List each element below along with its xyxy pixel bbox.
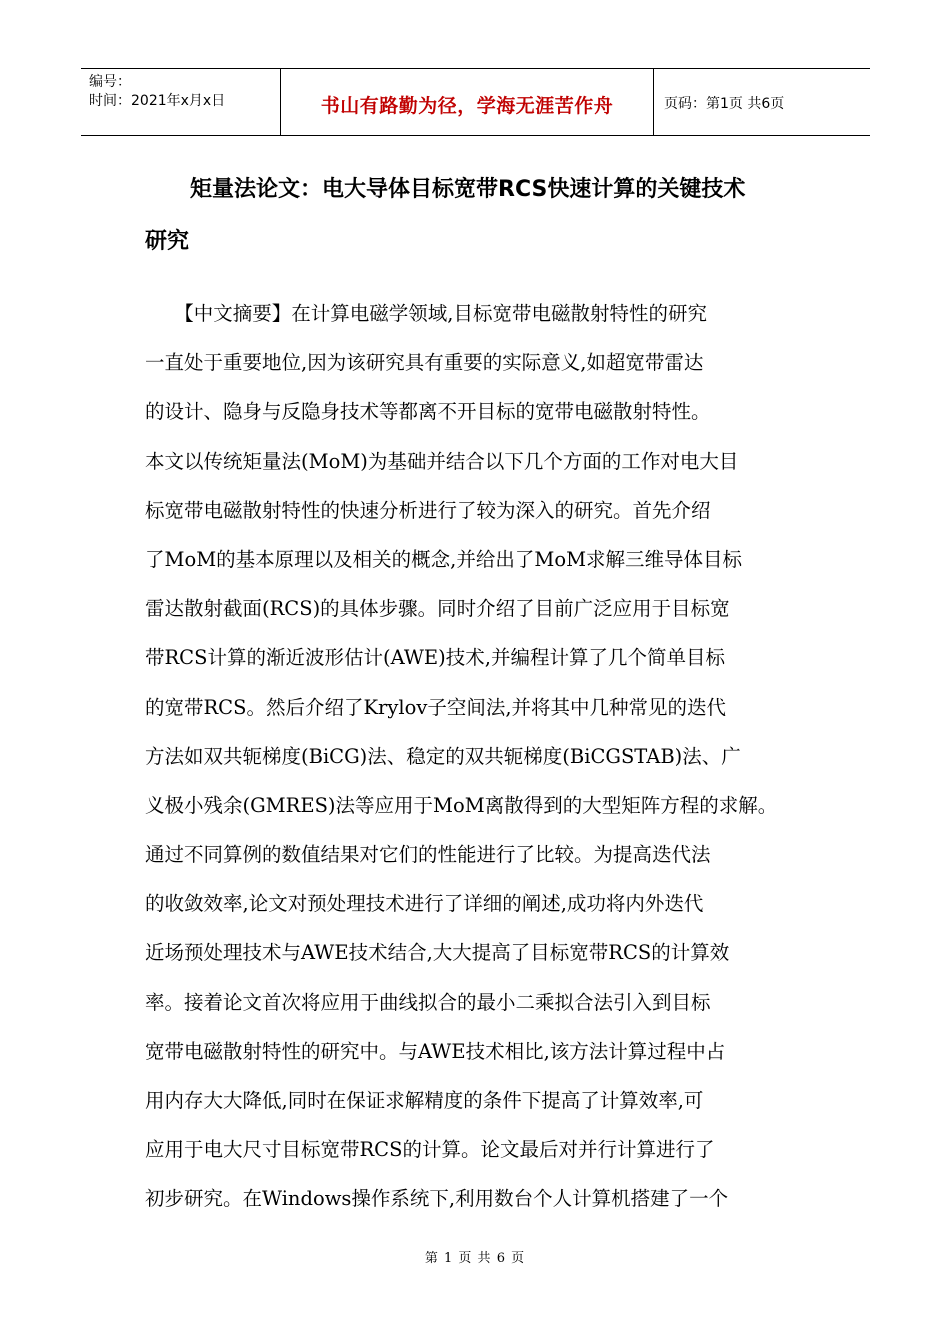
page-footer: 第 1 页 共 6 页: [424, 1251, 526, 1266]
body-line: 一直处于重要地位,因为该研究具有重要的实际意义,如超宽带雷达: [145, 351, 704, 375]
document-title-line-1: 矩量法论文：电大导体目标宽带RCS快速计算的关键技术: [190, 177, 746, 202]
body-line: 方法如双共轭梯度(BiCG)法、稳定的双共轭梯度(BiCGSTAB)法、广: [145, 744, 741, 768]
body-line: 应用于电大尺寸目标宽带RCS的计算。论文最后对并行计算进行了: [145, 1138, 715, 1162]
body-line: 的设计、隐身与反隐身技术等都离不开目标的宽带电磁散射特性。: [145, 400, 711, 424]
body-line: 用内存大大降低,同时在保证求解精度的条件下提高了计算效率,可: [145, 1089, 704, 1112]
body-line: 了MoM的基本原理以及相关的概念,并给出了MoM求解三维导体目标: [145, 547, 743, 571]
document-time-label: 时间：2021年x月x日: [89, 93, 226, 109]
header-meta: [81, 69, 281, 135]
document-number-label: 编号：: [89, 74, 131, 90]
body-line: 雷达散射截面(RCS)的具体步骤。同时介绍了目前广泛应用于目标宽: [145, 597, 730, 621]
body-line: 带RCS计算的渐近波形估计(AWE)技术,并编程计算了几个简单目标: [145, 646, 725, 670]
body-line: 本文以传统矩量法(MoM)为基础并结合以下几个方面的工作对电大目: [145, 449, 739, 473]
header-page-label: 页码：第1页 共6页: [664, 96, 785, 112]
abstract-body: [145, 289, 815, 1224]
body-line: 的宽带RCS。然后介绍了Krylov子空间法,并将其中几种常见的迭代: [145, 695, 727, 719]
body-line: 宽带电磁散射特性的研究中。与AWE技术相比,该方法计算过程中占: [145, 1039, 726, 1063]
document-title-line-2: 研究: [145, 229, 190, 254]
body-line: 标宽带电磁散射特性的快速分析进行了较为深入的研究。首先介绍: [145, 498, 711, 522]
body-line: 率。接着论文首次将应用于曲线拟合的最小二乘拟合法引入到目标: [145, 990, 711, 1014]
body-line: 的收敛效率,论文对预处理技术进行了详细的阐述,成功将内外迭代: [145, 892, 704, 916]
body-line: 通过不同算例的数值结果对它们的性能进行了比较。为提高迭代法: [145, 843, 711, 867]
header-motto: 书山有路勤为径，学海无涯苦作舟: [281, 69, 654, 135]
body-line: 义极小残余(GMRES)法等应用于MoM离散得到的大型矩阵方程的求解。: [145, 793, 778, 817]
body-line: 初步研究。在Windows操作系统下,利用数台个人计算机搭建了一个: [145, 1187, 729, 1211]
body-line: 【中文摘要】在计算电磁学领域,目标宽带电磁散射特性的研究: [145, 302, 707, 325]
document-header: [81, 68, 870, 136]
body-line: 近场预处理技术与AWE技术结合,大大提高了目标宽带RCS的计算效: [145, 941, 730, 965]
